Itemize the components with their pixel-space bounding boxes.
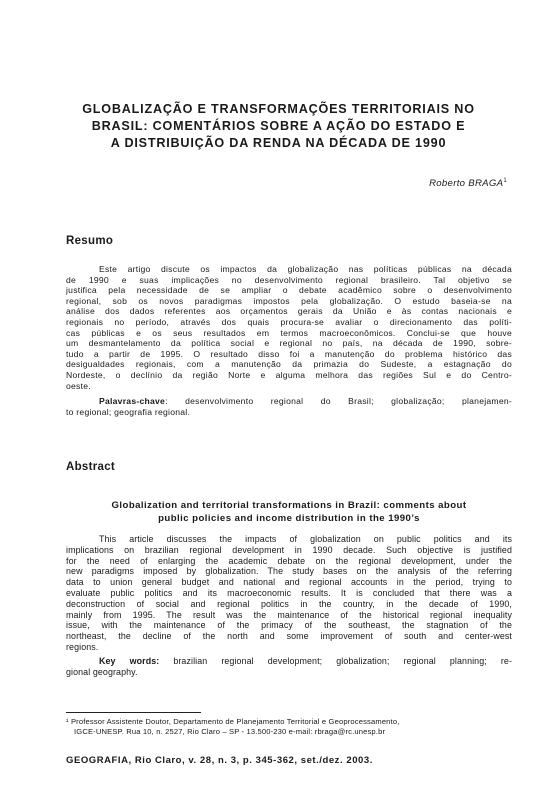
author (429, 178, 507, 189)
resumo-keywords (66, 396, 512, 417)
resumo-heading: Resumo (66, 235, 114, 247)
abstract-line: new paradigms imposed by globalization. The study bases on the analysis of the referring (66, 566, 512, 577)
resumo-line: tudo a partir de 1995. O resultado disso foi a manutenção do problema histórico das (66, 348, 512, 359)
resumo-line: análise dos dados referentes aos orçamentos gerais da União e às contas nacionais e (66, 306, 512, 317)
abstract-keywords (66, 656, 512, 678)
abstract-line: data to union general budget and national and regional accounts in the period, trying to (66, 577, 512, 588)
author-footnote-mark: 1 (503, 178, 507, 184)
resumo-line: Este artigo discute os impactos da globalização nas políticas públicas na década (99, 264, 512, 274)
abstract-line: evaluate public politics and its macroeconomic results. It is concluded that there was a (66, 587, 512, 598)
abstract-title-line: Globalization and territorial transformations in Brazil: comments about (111, 500, 467, 511)
abstract-line: regions. (66, 641, 99, 652)
title-line: GLOBALIZAÇÃO E TRANSFORMAÇÕES TERRITORIAIS NO (82, 102, 475, 116)
resumo-line: Nordeste, o declínio da região Norte e alguma melhora das regiões Sul e do Centro- (66, 369, 512, 380)
title-line: A DISTRIBUIÇÃO DA RENDA NA DÉCADA DE 1990 (110, 136, 447, 150)
footnote-divider (66, 712, 201, 713)
keywords-text: gional geography. (66, 666, 138, 677)
author-name: Roberto BRAGA (429, 178, 504, 189)
resumo-body (66, 264, 512, 391)
resumo-line: desigualdades regionais, com a manutenção da primazia do Sudeste, a estagnação do (66, 359, 512, 370)
footnote-line: IGCE-UNESP. Rua 10, n. 2527, Rio Claro – SP - 13.500-230 e-mail: rbraga@rc.unesp.br (74, 727, 386, 736)
footnote-line: ¹ Professor Assistente Doutor, Departamento de Planejamento Territorial e Geoprocessamento, (66, 717, 400, 726)
abstract-line: for the need of enlarging the academic debate on the regional development, under the (66, 555, 512, 566)
resumo-line: cas públicas e os seus resultados em termos macroeconômicos. Conclui-se que houve (66, 327, 512, 338)
resumo-line: regionais no período, através dos quais procura-se avaliar o direcionamento das políti- (66, 316, 512, 327)
abstract-heading: Abstract (66, 461, 116, 473)
keywords-text: : desenvolvimento regional do Brasil; globalização; planejamen- (165, 396, 512, 406)
abstract-body (66, 534, 512, 653)
resumo-line: de 1990 e suas implicações no desenvolvimento regional brasileiro. Tal objetivo se (66, 274, 512, 285)
article-title (60, 101, 497, 152)
keywords-label: Palavras-chave (99, 396, 166, 406)
abstract-line: This article discusses the impacts of globalization on public politics and its (99, 534, 512, 544)
abstract-title-line: public policies and income distribution in the 1990’s (158, 513, 420, 524)
resumo-line: oeste. (66, 380, 91, 391)
title-line: BRASIL: COMENTÁRIOS SOBRE A AÇÃO DO ESTADO E (91, 119, 466, 133)
footnote (66, 717, 512, 737)
abstract-english-title (66, 499, 512, 525)
abstract-line: implications on brazilian regional development in 1990 decade. Such objective is justified (66, 544, 512, 555)
journal-citation: GEOGRAFIA, Rio Claro, v. 28, n. 3, p. 345-362, set./dez. 2003. (66, 755, 373, 766)
abstract-line: issue, with the maintenance of the primacy of the southeast, the stagnation of the (66, 620, 512, 631)
keywords-text: brazilian regional development; globalization; regional planning; re- (159, 656, 512, 666)
abstract-line: mainly from 1995. The result was the maintenance of the historical regional inequality (66, 609, 512, 620)
resumo-line: regional, sob os novos paradigmas impostos pela globalização. O estudo baseia-se na (66, 295, 512, 306)
abstract-line: northeast, the decline of the north and some improvement of south and center-west (66, 631, 512, 642)
abstract-line: deconstruction of social and regional politics in the country, in the decade of 1990, (66, 598, 512, 609)
resumo-line: justifica pela necessidade de se ampliar o debate acadêmico sobre o desenvolvimento (66, 285, 512, 296)
keywords-label: Key words: (99, 656, 160, 666)
resumo-line: um desmantelamento da política social e regional no país, na década de 1990, sobre- (66, 338, 512, 349)
keywords-text: to regional; geografia regional. (66, 406, 191, 417)
